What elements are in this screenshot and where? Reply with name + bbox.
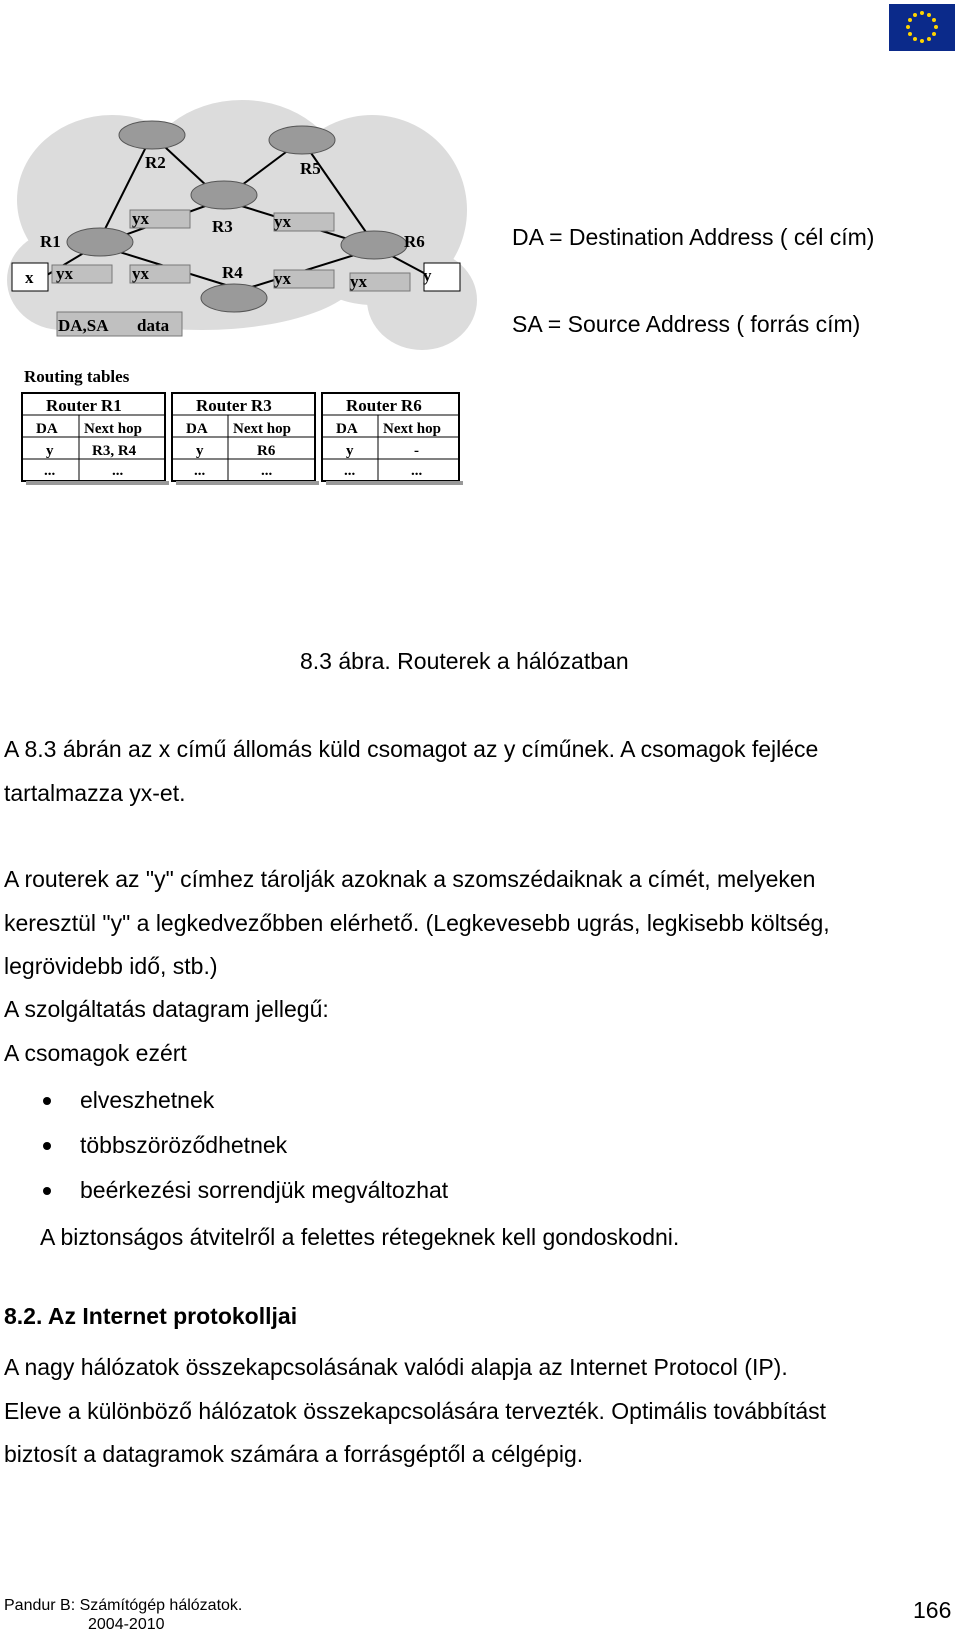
router-r5-icon: [269, 126, 335, 154]
packet-label: yx: [132, 209, 149, 228]
svg-text:Next hop: Next hop: [233, 421, 291, 437]
svg-text:-: -: [414, 443, 419, 459]
list-item: elveszhetnek: [40, 1078, 448, 1123]
svg-text:R3, R4: R3, R4: [92, 443, 137, 459]
router-r6-icon: [341, 231, 407, 259]
paragraph-line: legrövidebb idő, stb.): [4, 953, 218, 979]
paragraph-line: A csomagok ezért: [4, 1040, 187, 1066]
list-item: többszöröződhetnek: [40, 1123, 448, 1168]
svg-text:...: ...: [411, 463, 423, 479]
svg-text:Router R1: Router R1: [46, 396, 122, 415]
router-label: R5: [300, 159, 321, 178]
header-fields-label: DA,SA: [58, 316, 109, 335]
svg-text:Next hop: Next hop: [84, 421, 142, 437]
bullet-icon: [43, 1142, 51, 1150]
packet-label: yx: [56, 264, 73, 283]
packet-label: yx: [350, 272, 367, 291]
list-item: beérkezési sorrendjük megváltozhat: [40, 1168, 448, 1213]
paragraph-line: tartalmazza yx-et.: [4, 780, 186, 806]
footer-years: 2004-2010: [88, 1616, 165, 1633]
router-r4-icon: [201, 284, 267, 312]
paragraph-line: Eleve a különböző hálózatok összekapcsolására tervezték. Optimális továbbítást: [4, 1398, 827, 1424]
svg-text:y: y: [196, 443, 204, 459]
page-number: 166: [913, 1597, 952, 1623]
router-label: R4: [222, 263, 243, 282]
svg-text:DA: DA: [36, 421, 58, 437]
paragraph-line: A 8.3 ábrán az x című állomás küld csomagot az y címűnek. A csomagok fejléce: [4, 736, 819, 762]
svg-text:Next hop: Next hop: [383, 421, 441, 437]
bullet-icon: [43, 1097, 51, 1105]
footer-citation: [4, 1596, 242, 1634]
packet-label: yx: [274, 269, 291, 288]
router-network-figure: [2, 90, 498, 518]
data-label: data: [137, 316, 170, 335]
paragraph-line: biztosít a datagramok számára a forrásgéptől a célgépig.: [4, 1441, 584, 1467]
svg-text:Router R6: Router R6: [346, 396, 422, 415]
routing-table-r6: [322, 393, 463, 485]
packet-label: yx: [132, 264, 149, 283]
eu-flag-logo: [889, 4, 955, 51]
section-heading: 8.2. Az Internet protokolljai: [4, 1303, 298, 1329]
paragraph-line: A routerek az "y" címhez tárolják azoknak a szomszédaiknak a címét, melyeken: [4, 866, 816, 892]
figure-caption: 8.3 ábra. Routerek a hálózatban: [300, 648, 629, 674]
legend-destination-address: DA = Destination Address ( cél cím): [512, 224, 875, 250]
svg-text:...: ...: [194, 463, 206, 479]
legend-source-address: SA = Source Address ( forrás cím): [512, 311, 861, 337]
svg-text:...: ...: [112, 463, 124, 479]
routing-table-r1: [22, 393, 169, 485]
svg-text:...: ...: [261, 463, 273, 479]
router-r3-icon: [191, 181, 257, 209]
router-label: R2: [145, 153, 166, 172]
router-label: R3: [212, 217, 233, 236]
router-label: R6: [404, 232, 425, 251]
paragraph-line: A biztonságos átvitelről a felettes rétegeknek kell gondoskodni.: [40, 1224, 680, 1250]
routing-tables-title: Routing tables: [24, 367, 130, 386]
host-label: x: [25, 268, 34, 287]
host-label: y: [423, 266, 432, 285]
paragraph-line: keresztül "y" a legkedvezőbben elérhető. (Legkevesebb ugrás, legkisebb költség,: [4, 910, 830, 936]
routing-table-r3: [172, 393, 319, 485]
svg-text:Router R3: Router R3: [196, 396, 272, 415]
router-label: R1: [40, 232, 61, 251]
svg-text:...: ...: [44, 463, 56, 479]
svg-text:R6: R6: [257, 443, 276, 459]
paragraph-line: A szolgáltatás datagram jellegű:: [4, 996, 329, 1022]
router-r1-icon: [67, 228, 133, 256]
svg-text:DA: DA: [186, 421, 208, 437]
paragraph-line: A nagy hálózatok összekapcsolásának valódi alapja az Internet Protocol (IP).: [4, 1354, 788, 1380]
packet-label: yx: [274, 212, 291, 231]
svg-text:...: ...: [344, 463, 356, 479]
svg-text:y: y: [346, 443, 354, 459]
footer-author: Pandur B: Számítógép hálózatok.: [4, 1597, 243, 1614]
router-r2-icon: [119, 121, 185, 149]
svg-text:DA: DA: [336, 421, 358, 437]
bullet-list: [40, 1078, 448, 1213]
bullet-icon: [43, 1187, 51, 1195]
svg-text:y: y: [46, 443, 54, 459]
